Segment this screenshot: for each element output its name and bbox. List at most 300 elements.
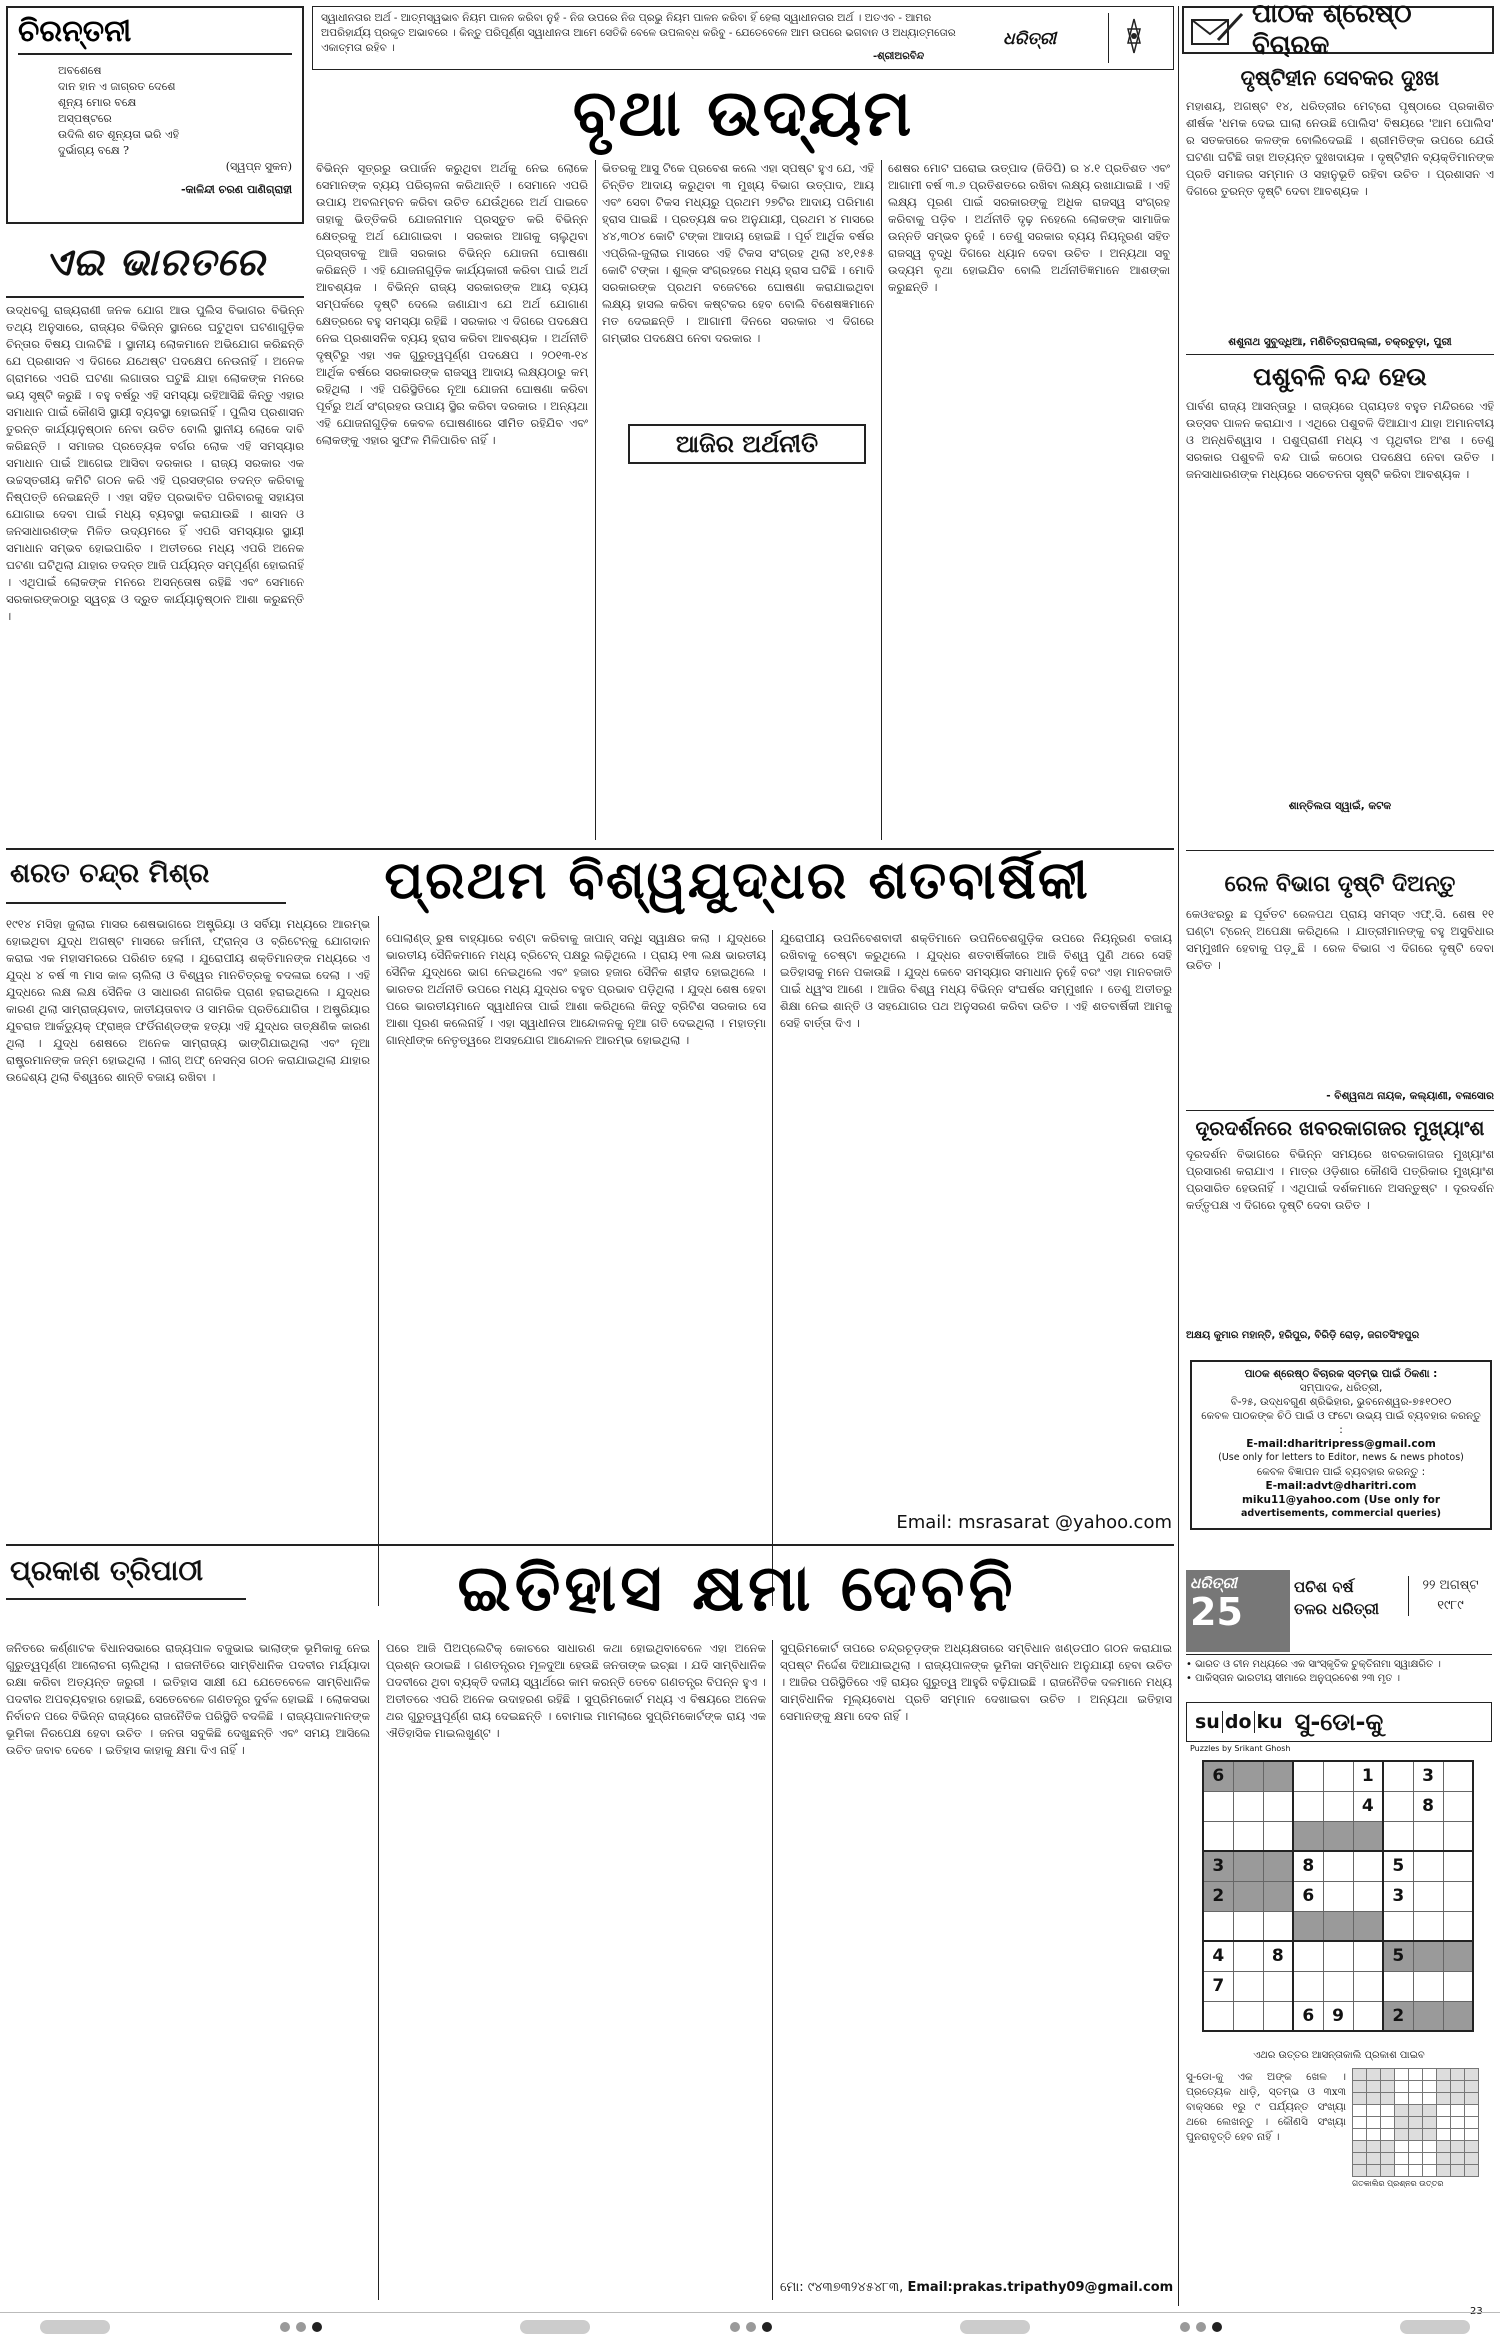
sudoku-row	[1203, 1971, 1473, 2001]
editorial-headline: ବୃଥା ଉଦ୍ୟମ	[572, 77, 914, 151]
sudoku-cell[interactable]: 2	[1203, 1881, 1233, 1911]
sudoku-solution-cell	[1409, 2141, 1423, 2153]
sudoku-solution-cell	[1395, 2153, 1409, 2165]
sudoku-cell[interactable]	[1443, 2001, 1473, 2031]
sudoku-cell[interactable]	[1443, 1971, 1473, 2001]
editorial-col3: ଶେଷର ମୋଟ ଘରୋଇ ଉତ୍ପାଦ (ଜିଡିପି) ର ୪.୧ ପ୍ରତିଶତ ଏବଂ ଆଗାମୀ ବର୍ଷ ୩.୬ ପ୍ରତିଶତରେ ରଖିବା ଲକ୍ଷ୍ୟ ରଖାଯାଇଛି । ଏହି ଲକ୍ଷ୍ୟ ପୂରଣ ପାଇଁ ସରକାରଙ୍କୁ ଅଧିକ ରାଜସ୍ୱ ସଂଗ୍ରହ କରିବାକୁ ପଡ଼ିବ । ଅର୍ଥନୀତି ଦୃଢ଼ ନହେଲେ ଲୋକଙ୍କ ସାମାଜିକ ଉନ୍ନତି ସମ୍ଭବ ନୁହେଁ । ତେଣୁ ସରକାର ବ୍ୟୟ ନିୟନ୍ତ୍ରଣ ସହିତ ରାଜସ୍ୱ ବୃଦ୍ଧି ଦିଗରେ ଧ୍ୟାନ ଦେବା ଉଚିତ । ଅନ୍ୟଥା ସବୁ ଉଦ୍ୟମ ବୃଥା ହୋଇଯିବ ବୋଲି ଅର୍ଥନୀତିଜ୍ଞମାନେ ଆଶଙ୍କା କରୁଛନ୍ତି ।	[888, 161, 1170, 294]
sudoku-solution-cell	[1381, 2105, 1395, 2117]
sudoku-solution-cell	[1423, 2081, 1437, 2093]
sudoku-cell[interactable]	[1203, 1791, 1233, 1821]
divider	[595, 160, 596, 840]
sudoku-cell[interactable]: 3	[1383, 1881, 1413, 1911]
sudoku-cell[interactable]	[1443, 1761, 1473, 1791]
anniversary-line: ତଳର ଧରିତ୍ରୀ	[1294, 1600, 1379, 1618]
sudoku-cell[interactable]	[1263, 2001, 1293, 2031]
article-contact	[780, 2280, 1172, 2295]
sudoku-cell[interactable]	[1413, 2001, 1443, 2031]
sudoku-cell[interactable]	[1263, 1851, 1293, 1881]
footer-dot	[40, 2320, 110, 2334]
sudoku-cell[interactable]	[1263, 1821, 1293, 1851]
sudoku-solution-cell	[1465, 2153, 1479, 2165]
anniversary-date	[1408, 1576, 1492, 1616]
sudoku-row	[1203, 1881, 1473, 1911]
sudoku-cell[interactable]	[1323, 1941, 1353, 1971]
sudoku-solution-cell	[1395, 2081, 1409, 2093]
divider	[378, 916, 379, 1606]
sudoku-solution-cell	[1423, 2165, 1437, 2177]
sudoku-cell[interactable]	[1233, 1821, 1263, 1851]
sudoku-solution-cell	[1353, 2153, 1367, 2165]
sudoku-solution-cell	[1367, 2117, 1381, 2129]
sudoku-cell[interactable]	[1233, 1851, 1263, 1881]
sudoku-cell[interactable]	[1293, 1971, 1323, 2001]
sudoku-solution-cell	[1423, 2117, 1437, 2129]
sudoku-cell[interactable]	[1203, 1821, 1233, 1851]
article-col3: ସୁପ୍ରିମକୋର୍ଟ ତାପରେ ଚନ୍ଦ୍ରଚୂଡ଼ଙ୍କ ଅଧ୍ୟକ୍ଷତାରେ ସମ୍ବିଧାନ ଖଣ୍ଡପୀଠ ଗଠନ କରାଯାଇ ସ୍ପଷ୍ଟ ନିର୍ଦ୍ଦେଶ ଦିଆଯାଇଥିଲା । ରାଜ୍ୟପାଳଙ୍କ ଭୂମିକା ସମ୍ବିଧାନ ଅନୁଯାୟୀ ହେବା ଉଚିତ । ଆଜିର ପରିସ୍ଥିତିରେ ଏହି ରାୟର ଗୁରୁତ୍ୱ ଆହୁରି ବଢ଼ିଯାଇଛି । ରାଜନୈତିକ ଦଳମାନେ ମଧ୍ୟ ସାମ୍ବିଧାନିକ ମୂଲ୍ୟବୋଧ ପ୍ରତି ସମ୍ମାନ ଦେଖାଇବା ଉଚିତ । ଅନ୍ୟଥା ଇତିହାସ ସେମାନଙ୍କୁ କ୍ଷମା ଦେବ ନାହିଁ ।	[780, 1641, 1172, 1723]
sudoku-cell[interactable]	[1443, 1911, 1473, 1941]
sudoku-odia-title: ସୁ-ଡୋ-କୁ	[1294, 1708, 1384, 1736]
sudoku-cell[interactable]	[1203, 1911, 1233, 1941]
sudoku-solution-cell	[1381, 2141, 1395, 2153]
editorial-subhead-text: ଆଜିର ଅର୍ଥନୀତି	[675, 430, 819, 458]
footer-dot	[1180, 2322, 1190, 2332]
editorial-col1: ବିଭିନ୍ନ ସୂତ୍ରରୁ ଉପାର୍ଜନ କରୁଥିବା ଅର୍ଥକୁ ନେଇ ଲୋକେ ସେମାନଙ୍କ ବ୍ୟୟ ପରିଚାଳନା କରିଥାନ୍ତି । ସେମାନେ ଏପରି ଉପାୟ ଅବଲମ୍ବନ କରିବା ଉଚିତ ଯେଉଁଥିରେ ଅର୍ଥ ପାଇବେ ତାହାକୁ ଭିତ୍ତିକରି ଯୋଜନାମାନ ପ୍ରସ୍ତୁତ କରି ବିଭିନ୍ନ କ୍ଷେତ୍ରକୁ ଅର୍ଥ ଯୋଗାଇବା । ସରକାର ଆଗକୁ ଚାଲୁଥିବା ପ୍ରସ୍ତାବକୁ ଆଜି ସରକାର ବିଭିନ୍ନ ଯୋଜନା ଘୋଷଣା କରିଛନ୍ତି । ଏହି ଯୋଜନାଗୁଡ଼ିକ କାର୍ଯ୍ୟକାରୀ କରିବା ପାଇଁ ଅର୍ଥ ଆବଶ୍ୟକ । ବିଭିନ୍ନ ରାଜ୍ୟ ସରକାରଙ୍କ ଆୟ ବ୍ୟୟ ସମ୍ପର୍କରେ ଦୃଷ୍ଟି ଦେଲେ ଜଣାଯାଏ ଯେ ଅର୍ଥ ଯୋଗାଣ କ୍ଷେତ୍ରରେ ବହୁ ସମସ୍ୟା ରହିଛି । ସରକାର ଏ ଦିଗରେ ପଦକ୍ଷେପ ନେଇ ପ୍ରଶାସନିକ ବ୍ୟୟ ହ୍ରାସ କରିବା ଆବଶ୍ୟକ । ଅର୍ଥନୀତି ଦୃଷ୍ଟିରୁ ଏହା ଏକ ଗୁରୁତ୍ୱପୂର୍ଣ୍ଣ ପଦକ୍ଷେପ । ୨୦୧୩-୧୪ ଆର୍ଥିକ ବର୍ଷରେ ସରକାରଙ୍କ ରାଜସ୍ୱ ଆଦାୟ ଲକ୍ଷ୍ୟଠାରୁ କମ୍ ରହିଥିଲା । ଏହି ପରିସ୍ଥିତିରେ ନୂଆ ଯୋଜନା ଘୋଷଣା କରିବା ପୂର୍ବରୁ ଅର୍ଥ ସଂଗ୍ରହର ଉପାୟ ସ୍ଥିର କରିବା ଦରକାର । ଅନ୍ୟଥା ଏହି ଯୋଜନାଗୁଡ଼ିକ କେବଳ ଘୋଷଣାରେ ସୀମିତ ରହିଯିବ ଏବଂ ଲୋକଙ୍କୁ ଏହାର ସୁଫଳ ମିଳିପାରିବ ନାହିଁ ।	[316, 161, 588, 447]
divider	[378, 1640, 379, 2300]
sudoku-solution-cell	[1367, 2153, 1381, 2165]
sudoku-prev-caption: ଗତକାଲିର ପ୍ରଶ୍ନର ଉତ୍ତର	[1352, 2179, 1444, 2188]
sudoku-cell[interactable]: 4	[1353, 1791, 1383, 1821]
sudoku-cell[interactable]	[1443, 1791, 1473, 1821]
sudoku-solution-cell	[1451, 2129, 1465, 2141]
divider	[1178, 6, 1179, 2306]
article-byline: ଶରତ ଚନ୍ଦ୍ର ମିଶ୍ର	[10, 858, 210, 889]
sudoku-cell[interactable]	[1353, 1941, 1383, 1971]
sudoku-solution-cell	[1381, 2093, 1395, 2105]
sudoku-solution-cell	[1353, 2165, 1367, 2177]
article-email[interactable]: Email: msrasarat @yahoo.com	[896, 1512, 1172, 1533]
footer-dot	[520, 2320, 590, 2334]
contact-line: ସମ୍ପାଦକ, ଧରିତ୍ରୀ,	[1299, 1382, 1383, 1394]
sudoku-solution-cell	[1395, 2093, 1409, 2105]
divider	[6, 1598, 246, 1600]
sudoku-solution-cell	[1423, 2141, 1437, 2153]
footer-dot	[960, 2320, 1030, 2334]
sudoku-solution-cell	[1395, 2117, 1409, 2129]
sudoku-solution-cell	[1451, 2165, 1465, 2177]
poem-author: -କାଳିନ୍ଦୀ ଚରଣ ପାଣିଗ୍ରାହୀ	[180, 183, 292, 196]
sudoku-solution-cell	[1451, 2117, 1465, 2129]
sudoku-cell[interactable]	[1233, 1761, 1263, 1791]
sudoku-solution-cell	[1395, 2129, 1409, 2141]
letter-text: ମହାଶୟ, ଅଗଷ୍ଟ ୧୪, ଧରିତ୍ରୀର ମେଟ୍ରୋ ପୃଷ୍ଠାରେ ପ୍ରକାଶିତ ଶୀର୍ଷକ 'ଧମକ ଦେଇ ଘାଲା ନେଉଛି ପୋଲିସ' ବିଷୟରେ 'ଆମ ପୋଲିସ' ର ସତକତାରେ କଳଙ୍କ ବୋଲିଦେଇଛି । ଶ୍ରୀମତିଙ୍କ ଉପରେ ଯେଉଁ ଘଟଣା ଘଟିଛି ତାହା ଅତ୍ୟନ୍ତ ଦୁଃଖଦାୟକ । ଦୃଷ୍ଟିହୀନ ବ୍ୟକ୍ତିମାନଙ୍କ ପ୍ରତି ସମାଜର ସମ୍ମାନ ଓ ସହାନୁଭୂତି ରହିବା ଉଚିତ । ପ୍ରଶାସନ ଏ ଦିଗରେ ତୁରନ୍ତ ଦୃଷ୍ଟି ଦେବା ଆବଶ୍ୟକ ।	[1186, 99, 1494, 198]
quote-box	[312, 6, 1174, 70]
letter-text: ଦୂରଦର୍ଶନ ବିଭାଗରେ ବିଭିନ୍ନ ସମୟରେ ଖବରକାଗଜର ମୁଖ୍ୟାଂଶ ପ୍ରସାରଣ କରାଯାଏ । ମାତ୍ର ଓଡ଼ିଶାର କୌଣସି ପତ୍ରିକାର ମୁଖ୍ୟାଂଶ ପ୍ରସାରିତ ହେଉନାହିଁ । ଏଥିପାଇଁ ଦର୍ଶକମାନେ ଅସନ୍ତୁଷ୍ଟ । ଦୂରଦର୍ଶନ କର୍ତ୍ତୃପକ୍ଷ ଏ ଦିଗରେ ଦୃଷ୍ଟି ଦେବା ଉଚିତ ।	[1186, 1147, 1494, 1212]
sudoku-cell[interactable]	[1293, 1911, 1323, 1941]
sudoku-solution-cell	[1367, 2105, 1381, 2117]
article-col3: ଯୁରୋପୀୟ ଉପନିବେଶବାଦୀ ଶକ୍ତିମାନେ ଉପନିବେଶଗୁଡ଼ିକ ଉପରେ ନିୟନ୍ତ୍ରଣ ବଜାୟ ରଖିବାକୁ ଚେଷ୍ଟା କରୁଥିଲେ । ଯୁଦ୍ଧର ଶତବାର୍ଷିକୀରେ ଆଜି ବିଶ୍ୱ ପୁଣି ଥରେ ସେହି ଇତିହାସକୁ ମନେ ପକାଉଛି । ଯୁଦ୍ଧ କେବେ ସମସ୍ୟାର ସମାଧାନ ନୁହେଁ ବରଂ ଏହା ମାନବଜାତି ପାଇଁ ଧ୍ୱଂସ ଆଣେ । ଆଜିର ବିଶ୍ୱ ମଧ୍ୟ ବିଭିନ୍ନ ସଂଘର୍ଷର ସମ୍ମୁଖୀନ । ତେଣୁ ଅତୀତରୁ ଶିକ୍ଷା ନେଇ ଶାନ୍ତି ଓ ସହଯୋଗର ପଥ ଅନୁସରଣ କରିବା ଉଚିତ । ଏହି ଶତବାର୍ଷିକୀ ଆମକୁ ସେହି ବାର୍ତ୍ତା ଦିଏ ।	[780, 931, 1172, 1030]
sudoku-cell[interactable]	[1413, 1851, 1443, 1881]
anniversary-title	[1294, 1576, 1402, 1620]
sudoku-row	[1203, 2001, 1473, 2031]
sudoku-solution-cell	[1353, 2129, 1367, 2141]
envelope-pen-icon	[1188, 10, 1244, 50]
sudoku-solution-cell	[1423, 2093, 1437, 2105]
sudoku-cell[interactable]	[1353, 2001, 1383, 2031]
sudoku-cell[interactable]	[1383, 1971, 1413, 2001]
sudoku-cell[interactable]	[1323, 1881, 1353, 1911]
divider	[6, 296, 304, 298]
sudoku-cell[interactable]	[1293, 1821, 1323, 1851]
sudoku-row	[1203, 1761, 1473, 1791]
sudoku-solution-cell	[1353, 2069, 1367, 2081]
anniversary-box	[1186, 1570, 1492, 1690]
sudoku-cell[interactable]	[1353, 1851, 1383, 1881]
article-headline: ଇତିହାସ କ୍ଷମା ଦେବନି	[457, 1552, 1017, 1626]
sudoku-howto: ସୁ-ଡୋ-କୁ ଏକ ଅଙ୍କ ଖେଳ । ପ୍ରତ୍ୟେକ ଧାଡ଼ି, ସ୍ତମ୍ଭ ଓ ୩x୩ ବାକ୍ସରେ ୧ରୁ ୯ ପର୍ଯ୍ୟନ୍ତ ସଂଖ୍ୟା ଥରେ ଲେଖନ୍ତୁ । କୌଣସି ସଂଖ୍ୟା ପୁନରାବୃତ୍ତି ହେବ ନାହିଁ ।	[1186, 2071, 1346, 2143]
sudoku-cell[interactable]	[1293, 1941, 1323, 1971]
sudoku-cell[interactable]	[1233, 1971, 1263, 2001]
sudoku-solution-cell	[1353, 2141, 1367, 2153]
anniversary-number: 25	[1190, 1590, 1243, 1634]
sudoku-solution-cell	[1353, 2105, 1367, 2117]
anniversary-logo: ଧରିତ୍ରୀ	[1190, 1574, 1237, 1592]
sudoku-solution-cell	[1395, 2069, 1409, 2081]
sudoku-cell[interactable]	[1353, 1911, 1383, 1941]
sudoku-caption: ଏଥର ଉତ୍ତର ଆସନ୍ତାକାଲି ପ୍ରକାଶ ପାଇବ	[1253, 2050, 1425, 2061]
anniversary-date-line: ୧୯୮୯	[1437, 1598, 1464, 1613]
sudoku-solution-cell	[1451, 2141, 1465, 2153]
sudoku-solution-cell	[1437, 2081, 1451, 2093]
sudoku-solution-cell	[1381, 2153, 1395, 2165]
divider	[1186, 1654, 1492, 1655]
divider	[881, 160, 882, 840]
letter-author: - ବିଶ୍ୱନାଥ ନାୟକ, କଲ୍ୟାଣୀ, ବଳାସୋର	[1326, 1090, 1494, 1102]
sudoku-solution-grid	[1352, 2068, 1479, 2177]
poem-title: ଚିରନ୍ତନୀ	[18, 14, 292, 55]
sudoku-grid	[1202, 1760, 1474, 2032]
sudoku-cell[interactable]	[1413, 1971, 1443, 2001]
sudoku-row	[1203, 1911, 1473, 1941]
anniversary-bullet: • ପାକିସ୍ତାନ ଭାରତୀୟ ସୀମାରେ ଅନୁପ୍ରବେଶ ୨୩ ମୃତ ।	[1186, 1673, 1401, 1684]
sudoku-solution-row	[1353, 2081, 1479, 2093]
sudoku-cell[interactable]	[1443, 1941, 1473, 1971]
sudoku-solution-row	[1353, 2129, 1479, 2141]
sudoku-cell[interactable]	[1353, 1821, 1383, 1851]
sudoku-solution-cell	[1465, 2141, 1479, 2153]
letters-header	[1182, 0, 1494, 60]
sudoku-cell[interactable]: 6	[1293, 2001, 1323, 2031]
sudoku-cell[interactable]	[1233, 1881, 1263, 1911]
editorial-col2: ଭିତରକୁ ଆସୁ ଟିକେ ପ୍ରବେଶ କଲେ ଏହା ସ୍ପଷ୍ଟ ହୁଏ ଯେ, ଏହି ଚିନ୍ତିତ ଆଦାୟ କରୁଥିବା ୩ ମୁଖ୍ୟ ବିଭାଗ ଉତ୍ପାଦ, ଆୟ ଏବଂ ସେବା ଟିକସ ମଧ୍ୟରୁ ପ୍ରଥମ ୨୭ଟିର ଆଦାୟ ପରିମାଣ ହ୍ରାସ ପାଇଛି । ପ୍ରତ୍ୟକ୍ଷ କର ଅନୁଯାୟୀ, ପ୍ରଥମ ୪ ମାସରେ ୪୪,୩୦୪ କୋଟି ଟଙ୍କା ଆଦାୟ ହୋଇଛି । ପୂର୍ବ ଆର୍ଥିକ ବର୍ଷର ଏପ୍ରିଲ-ଜୁଲାଇ ମାସରେ ଏହି ଟିକସ ସଂଗ୍ରହ ଥିଲା ୪୧,୧୫୫ କୋଟି ଟଙ୍କା । ଶୁଳ୍କ ସଂଗ୍ରହରେ ମଧ୍ୟ ହ୍ରାସ ଘଟିଛି । ମୋଦି ସରକାରଙ୍କ ପ୍ରଥମ ବଜେଟରେ ଘୋଷଣା କରାଯାଇଥିବା ଲକ୍ଷ୍ୟ ହାସଲ କରିବା କଷ୍ଟକର ହେବ ବୋଲି ବିଶେଷଜ୍ଞମାନେ ମତ ଦେଇଛନ୍ତି । ଆଗାମୀ ଦିନରେ ସରକାର ଏ ଦିଗରେ ଗମ୍ଭୀର ପଦକ୍ଷେପ ନେବା ଦରକାର ।	[602, 161, 874, 345]
footer-decoration	[0, 2316, 1500, 2338]
poem-line: ଦାନ ହାନ ଏ ଜାଗ୍ରତ ଦେଶେ	[58, 80, 176, 93]
footer-dot	[730, 2322, 740, 2332]
sudoku-solution-cell	[1381, 2165, 1395, 2177]
article-email[interactable]: Email:prakas.tripathy09@gmail.com	[907, 2280, 1174, 2295]
sudoku-cell[interactable]	[1353, 1971, 1383, 2001]
sudoku-cell[interactable]: 6	[1293, 1881, 1323, 1911]
sudoku-cell[interactable]	[1413, 1881, 1443, 1911]
sudoku-cell[interactable]	[1383, 1791, 1413, 1821]
footer-dot	[1400, 2320, 1470, 2334]
poem-line: ଦୁର୍ଭାଗ୍ୟ ବକ୍ଷେ ?	[58, 144, 130, 157]
article-col1: ଜନିତରେ କର୍ଣ୍ଣାଟକ ବିଧାନସଭାରେ ରାଜ୍ୟପାଳ ବଜୁଭାଇ ଭାଲାଙ୍କ ଭୂମିକାକୁ ନେଇ ଗୁରୁତ୍ୱପୂର୍ଣ୍ଣ ଆଲୋଚନା ଚାଲିଥିଲା । ରାଜନୀତିରେ ସାମ୍ବିଧାନିକ ପଦବୀର ମର୍ଯ୍ୟାଦା ରକ୍ଷା କରିବା ଅତ୍ୟନ୍ତ ଜରୁରୀ । ଇତିହାସ ସାକ୍ଷୀ ଯେ ଯେତେବେଳେ ସାମ୍ବିଧାନିକ ପଦବୀର ଅପବ୍ୟବହାର ହୋଇଛି, ସେତେବେଳେ ଗଣତନ୍ତ୍ର ଦୁର୍ବଳ ହୋଇଛି । ଲୋକସଭା ନିର୍ବାଚନ ପରେ ବିଭିନ୍ନ ରାଜ୍ୟରେ ରାଜନୈତିକ ପରିସ୍ଥିତି ବଦଳିଛି । ରାଜ୍ୟପାଳମାନଙ୍କ ଭୂମିକା ନିରପେକ୍ଷ ହେବା ଉଚିତ । ଜନତା ସବୁକିଛି ଦେଖୁଛନ୍ତି ଏବଂ ସମୟ ଆସିଲେ ଉଚିତ ଜବାବ ଦେବେ । ଇତିହାସ କାହାକୁ କ୍ଷମା ଦିଏ ନାହିଁ ।	[6, 1641, 370, 1757]
sudoku-solution-cell	[1395, 2105, 1409, 2117]
sudoku-cell[interactable]	[1263, 1791, 1293, 1821]
contact-line: କେବଳ ବିଜ୍ଞାପନ ପାଇଁ ବ୍ୟବହାର କରନ୍ତୁ :	[1256, 1466, 1426, 1478]
sudoku-solution-row	[1353, 2069, 1479, 2081]
ajibharat-title: ଏଇ ଭାରତରେ	[44, 239, 266, 284]
letter-title: ରେଳ ବିଭାଗ ଦୃଷ୍ଟି ଦିଅନ୍ତୁ	[1224, 872, 1456, 897]
sudoku-solution-row	[1353, 2165, 1479, 2177]
sudoku-cell[interactable]	[1233, 1941, 1263, 1971]
poem-line: ଶୂନ୍ୟ ମୋର ବକ୍ଷେ	[58, 96, 137, 109]
sudoku-solution-cell	[1367, 2093, 1381, 2105]
ajibharat-banner	[6, 232, 304, 292]
sudoku-cell[interactable]	[1383, 1821, 1413, 1851]
sudoku-brand-part: do	[1222, 1711, 1255, 1733]
sudoku-cell[interactable]: 9	[1323, 2001, 1353, 2031]
sudoku-board	[1202, 1760, 1474, 2032]
sudoku-cell[interactable]	[1233, 1791, 1263, 1821]
article-byline: ପ୍ରକାଶ ତ୍ରିପାଠୀ	[10, 1554, 204, 1587]
sudoku-solution-cell	[1395, 2141, 1409, 2153]
poem-line: ଅବଶେଷେ	[58, 64, 102, 77]
sudoku-solution-cell	[1367, 2129, 1381, 2141]
sudoku-cell[interactable]: 2	[1383, 2001, 1413, 2031]
sudoku-prev-solution	[1352, 2068, 1479, 2189]
sudoku-solution-cell	[1465, 2165, 1479, 2177]
anniversary-line: ପଚିଶ ବର୍ଷ	[1294, 1578, 1354, 1596]
article-headline: ପ୍ରଥମ ବିଶ୍ୱଯୁଦ୍ଧର ଶତବାର୍ଷିକୀ	[384, 851, 1090, 911]
sudoku-solution-cell	[1437, 2069, 1451, 2081]
sudoku-row	[1203, 1821, 1473, 1851]
dharitri-logo: ଧରିତ୍ରୀ	[1003, 29, 1057, 49]
sudoku-solution-cell	[1367, 2069, 1381, 2081]
sudoku-credit: Puzzles by Srikant Ghosh	[1190, 1744, 1291, 1753]
letter-author: ଶଶୁନାଥ ସୁବୁଦ୍ଧିଆ, ମଣିଚିତ୍ରାପଲ୍ଲୀ, ଚକ୍ରଚୁଡ଼ା, ପୁରୀ	[1228, 336, 1452, 348]
sudoku-solution-cell	[1451, 2153, 1465, 2165]
contact-line: କେବଳ ପାଠକଙ୍କ ଚିଠି ପାଇଁ ଓ ଫଟୋ ଉଭ୍ୟ ପାଇଁ ବ୍ୟବହାର କରନ୍ତୁ :	[1201, 1410, 1481, 1436]
sudoku-cell[interactable]	[1323, 1761, 1353, 1791]
star-emblem-icon	[1108, 13, 1158, 63]
letter-author: ଅକ୍ଷୟ କୁମାର ମହାନ୍ତି, ହରିପୁର, ବିରିଡ଼ି ରୋଡ଼, ଜଗତସିଂହପୁର	[1186, 1330, 1420, 1341]
poem-line: ଉଦିଲି ଶତ ଶୂନ୍ୟତା ଭରି ଏହି	[58, 128, 180, 141]
sudoku-solution-cell	[1353, 2117, 1367, 2129]
sudoku-cell[interactable]: 4	[1203, 1941, 1233, 1971]
letter-title: ଦୂରଦର୍ଶନରେ ଖବରକାଗଜର ମୁଖ୍ୟାଂଶ	[1195, 1116, 1485, 1140]
sudoku-brand-part: ku	[1256, 1711, 1283, 1733]
sudoku-cell[interactable]	[1263, 1881, 1293, 1911]
sudoku-solution-cell	[1381, 2069, 1395, 2081]
sudoku-solution-row	[1353, 2153, 1479, 2165]
sudoku-solution-row	[1353, 2105, 1479, 2117]
footer-dot	[296, 2322, 306, 2332]
divider	[1186, 1110, 1494, 1111]
sudoku-solution-row	[1353, 2141, 1479, 2153]
quote-text: ସ୍ୱାଧୀନତାର ଅର୍ଥ - ଆତ୍ମସ୍ୱଭାବ ନିୟମ ପାଳନ କରିବା ନୁହଁ - ନିଜ ଉପରେ ନିଜ ପ୍ରଭୁ ନିୟମ ପାଳନ କରିବା ହିଁ ହେଲା ସ୍ୱାଧୀନତାର ଅର୍ଥ । ଅତଏବ - ଆମର ଅପରିହାର୍ଯ୍ୟ ପ୍ରକୃତ ଅଭାବରେ । କିନ୍ତୁ ପରିପୂର୍ଣ୍ଣ ସ୍ୱାଧୀନତା ଆମେ ସେତିକି ବେଳେ ଉପଲବ୍ଧ କରିବୁ - ଯେତେବେଳେ ଆମ ଉପରେ ଭଗବାନ ଓ ଅଧ୍ୟାତ୍ମତୋର ଏକାତ୍ମତା ରହିବ ।	[321, 12, 956, 54]
sudoku-cell[interactable]: 8	[1263, 1941, 1293, 1971]
sudoku-solution-cell	[1451, 2105, 1465, 2117]
contact-note: advertisements, commercial queries)	[1241, 1508, 1441, 1519]
article-col2: ପରେ ଆଜି ପିଅପ୍‌ଲେଟିକ୍ କୋଚରେ ସାଧାରଣ କଥା ହୋଇଥିବାବେଳେ ଏହା ଅନେକ ପ୍ରଶ୍ନ ଉଠାଇଛି । ଗଣତନ୍ତ୍ରର ମୂଳଦୁଆ ହେଉଛି ଜନତାଙ୍କ ଇଚ୍ଛା । ଯଦି ସାମ୍ବିଧାନିକ ପଦବୀରେ ଥିବା ବ୍ୟକ୍ତି ଦଳୀୟ ସ୍ୱାର୍ଥରେ କାମ କରନ୍ତି ତେବେ ଗଣତନ୍ତ୍ର ବିପନ୍ନ ହୁଏ । ଅତୀତରେ ଏପରି ଅନେକ ଉଦାହରଣ ରହିଛି । ସୁପ୍ରିମକୋର୍ଟ ମଧ୍ୟ ଏ ବିଷୟରେ ଅନେକ ଥର ଗୁରୁତ୍ୱପୂର୍ଣ୍ଣ ରାୟ ଦେଇଛନ୍ତି । ବୋମାଇ ମାମଲାରେ ସୁପ୍ରିମକୋର୍ଟଙ୍କ ରାୟ ଏକ ଐତିହାସିକ ମାଇଲଖୁଣ୍ଟ ।	[386, 1641, 766, 1740]
sudoku-row	[1203, 1791, 1473, 1821]
anniversary-bullets	[1186, 1658, 1492, 1686]
sudoku-solution-cell	[1353, 2081, 1367, 2093]
anniversary-bullet-text: ଭାରତ ଓ ଚୀନ ମଧ୍ୟରେ ଏକ ସାଂସ୍କୃତିକ ଚୁକ୍ତିନାମା ସ୍ୱାକ୍ଷରିତ ।	[1195, 1659, 1441, 1670]
sudoku-cell[interactable]	[1263, 1971, 1293, 2001]
sudoku-solution-cell	[1437, 2129, 1451, 2141]
sudoku-solution-cell	[1451, 2093, 1465, 2105]
sudoku-solution-cell	[1381, 2117, 1395, 2129]
sudoku-solution-cell	[1409, 2093, 1423, 2105]
sudoku-solution-cell	[1409, 2081, 1423, 2093]
sudoku-solution-cell	[1367, 2141, 1381, 2153]
sudoku-row	[1203, 1851, 1473, 1881]
sudoku-solution-cell	[1465, 2105, 1479, 2117]
sudoku-cell[interactable]: 3	[1413, 1761, 1443, 1791]
poem-box	[6, 6, 304, 224]
letter-title: ପଶୁବଳି ବନ୍ଦ ହେଉ	[1253, 362, 1427, 391]
sudoku-cell[interactable]	[1413, 1911, 1443, 1941]
sudoku-header	[1186, 1702, 1492, 1742]
sudoku-cell[interactable]	[1233, 1911, 1263, 1941]
article-col2: ପୋଲାଣ୍ଡ୍ ରୁଷ ବାହ୍ୟାରେ ବଣ୍ଟା କରିବାକୁ ଜାପାନ୍ ସନ୍ଧି ସ୍ୱାକ୍ଷର କଲା । ଯୁଦ୍ଧରେ ଭାରତୀୟ ସୈନିକମାନେ ମଧ୍ୟ ବ୍ରିଟେନ୍ ପକ୍ଷରୁ ଲଢ଼ିଥିଲେ । ପ୍ରାୟ ୧୩ ଲକ୍ଷ ଭାରତୀୟ ସୈନିକ ଯୁଦ୍ଧରେ ଭାଗ ନେଇଥିଲେ ଏବଂ ହଜାର ହଜାର ସୈନିକ ଶହୀଦ ହୋଇଥିଲେ । ଭାରତର ଅର୍ଥନୀତି ଉପରେ ମଧ୍ୟ ଯୁଦ୍ଧର ବହୁତ ପ୍ରଭାବ ପଡ଼ିଥିଲା । ଯୁଦ୍ଧ ଶେଷ ହେବା ପରେ ଭାରତୀୟମାନେ ସ୍ୱାଧୀନତା ପାଇଁ ଆଶା କରିଥିଲେ କିନ୍ତୁ ବ୍ରିଟିଶ ସରକାର ସେ ଆଶା ପୂରଣ କଲେନାହିଁ । ଏହା ସ୍ୱାଧୀନତା ଆନ୍ଦୋଳନକୁ ନୂଆ ଗତି ଦେଇଥିଲା । ମହାତ୍ମା ଗାନ୍ଧୀଙ୍କ ନେତୃତ୍ୱରେ ଅସହଯୋଗ ଆନ୍ଦୋଳନ ଆରମ୍ଭ ହୋଇଥିଲା ।	[386, 931, 766, 1047]
contact-box	[1190, 1360, 1492, 1530]
sudoku-cell[interactable]: 7	[1203, 1971, 1233, 2001]
sudoku-cell[interactable]	[1323, 1851, 1353, 1881]
letters-header-title: ପାଠକ ଶ୍ରେଷ୍ଠ ବିଚାରକ	[1252, 0, 1412, 60]
sudoku-cell[interactable]: 5	[1383, 1851, 1413, 1881]
poem-lines	[18, 63, 292, 175]
sudoku-cell[interactable]: 8	[1293, 1851, 1323, 1881]
sudoku-row	[1203, 1941, 1473, 1971]
sudoku-solution-cell	[1465, 2093, 1479, 2105]
sudoku-cell[interactable]	[1383, 1761, 1413, 1791]
sudoku-cell[interactable]	[1293, 1791, 1323, 1821]
divider	[1186, 354, 1494, 355]
article-phone: ମୋ: ୯୪୩୭୩୨୪୫୪୮୩,	[780, 2280, 904, 2295]
sudoku-solution-cell	[1409, 2117, 1423, 2129]
sudoku-solution-cell	[1437, 2105, 1451, 2117]
letter-text: ପାର୍ବଣ ରାଜ୍ୟ ଆସନ୍ତାରୁ । ରାଜ୍ୟରେ ପ୍ରାୟତଃ ବହୁତ ମନ୍ଦିରରେ ଏହି ଉତ୍ସବ ପାଳନ କରାଯାଏ । ଏଥିରେ ପଶୁବଳି ଦିଆଯାଏ ଯାହା ଅମାନବୀୟ ଓ ଅନ୍ଧବିଶ୍ୱାସ । ପଶୁପ୍ରାଣୀ ମଧ୍ୟ ଏ ପୃଥିବୀର ଅଂଶ । ତେଣୁ ସରକାର ପଶୁବଳି ବନ୍ଦ ପାଇଁ କଠୋର ପଦକ୍ଷେପ ନେବା ଉଚିତ । ଜନସାଧାରଣଙ୍କ ମଧ୍ୟରେ ସଚେତନତା ସୃଷ୍ଟି କରିବା ଆବଶ୍ୟକ ।	[1186, 399, 1494, 481]
sudoku-solution-cell	[1465, 2069, 1479, 2081]
sudoku-cell[interactable]	[1323, 1911, 1353, 1941]
sudoku-solution-cell	[1465, 2129, 1479, 2141]
sudoku-cell[interactable]	[1323, 1791, 1353, 1821]
sudoku-solution-cell	[1437, 2153, 1451, 2165]
sudoku-solution-cell	[1423, 2153, 1437, 2165]
contact-email[interactable]: E-mail:dharitripress@gmail.com	[1246, 1438, 1436, 1450]
sudoku-cell[interactable]	[1443, 1851, 1473, 1881]
sudoku-solution-cell	[1409, 2129, 1423, 2141]
sudoku-solution-row	[1353, 2093, 1479, 2105]
sudoku-solution-cell	[1353, 2093, 1367, 2105]
sudoku-solution-cell	[1423, 2129, 1437, 2141]
sudoku-solution-cell	[1381, 2129, 1395, 2141]
footer-dot	[312, 2322, 322, 2332]
sudoku-cell[interactable]: 5	[1383, 1941, 1413, 1971]
anniversary-bullet: • ଭାରତ ଓ ଚୀନ ମଧ୍ୟରେ ଏକ ସାଂସ୍କୃତିକ ଚୁକ୍ତିନାମା ସ୍ୱାକ୍ଷରିତ ।	[1186, 1659, 1441, 1670]
sudoku-solution-cell	[1437, 2117, 1451, 2129]
sudoku-solution-cell	[1367, 2081, 1381, 2093]
contact-email[interactable]: miku11@yahoo.com (Use only for	[1241, 1494, 1441, 1506]
sudoku-solution-cell	[1367, 2165, 1381, 2177]
anniversary-date-line: ୨୨ ଅଗଷ୍ଟ	[1422, 1578, 1479, 1593]
poem-line: ଅସ୍ପଷ୍ଟରେ	[58, 112, 112, 125]
anniversary-badge	[1186, 1570, 1290, 1652]
sudoku-solution-cell	[1465, 2117, 1479, 2129]
sudoku-solution-row	[1353, 2117, 1479, 2129]
sudoku-cell[interactable]	[1203, 2001, 1233, 2031]
sudoku-cell[interactable]	[1263, 1911, 1293, 1941]
sudoku-cell[interactable]: 8	[1413, 1791, 1443, 1821]
sudoku-cell[interactable]	[1353, 1881, 1383, 1911]
contact-line: ବି-୨୫, ଉଦ୍ଧବଗୁଣ ଶ୍ରିଭିହାର, ଭୁବନେଶ୍ୱର-୭୫୧୦୧୦	[1230, 1396, 1452, 1408]
sudoku-cell[interactable]	[1263, 1761, 1293, 1791]
sudoku-solution-cell	[1437, 2165, 1451, 2177]
divider	[6, 902, 286, 904]
sudoku-solution-cell	[1409, 2105, 1423, 2117]
sudoku-cell[interactable]	[1323, 1971, 1353, 2001]
divider	[1186, 850, 1494, 851]
letter-title: ଦୃଷ୍ଟିହୀନ ସେବକର ଦୁଃଖ	[1240, 66, 1440, 90]
sudoku-solution-cell	[1465, 2081, 1479, 2093]
divider	[772, 930, 773, 1606]
sudoku-cell[interactable]: 1	[1353, 1761, 1383, 1791]
poem-line: (ସ୍ୱପ୍ନ ସୁକନ)	[225, 160, 292, 173]
letter-author: ଶାନ୍ତିଲତା ସ୍ୱାଇଁ, କଟକ	[1288, 800, 1392, 812]
sudoku-solution-cell	[1409, 2153, 1423, 2165]
sudoku-cell[interactable]: 6	[1203, 1761, 1233, 1791]
sudoku-cell[interactable]	[1323, 1821, 1353, 1851]
sudoku-solution-cell	[1437, 2141, 1451, 2153]
contact-email[interactable]: E-mail:advt@dharitri.com	[1265, 1480, 1417, 1492]
quote-author: -ଶ୍ରୀଅରବିନ୍ଦ	[873, 51, 925, 62]
divider	[0, 2312, 1500, 2313]
sudoku-brand	[1193, 1711, 1285, 1733]
contact-note: (Use only for letters to Editor, news & news photos)	[1218, 1452, 1464, 1463]
anniversary-bullet-text: ପାକିସ୍ତାନ ଭାରତୀୟ ସୀମାରେ ଅନୁପ୍ରବେଶ ୨୩ ମୃତ ।	[1195, 1673, 1401, 1684]
sudoku-solution-cell	[1423, 2105, 1437, 2117]
sudoku-cell[interactable]	[1233, 2001, 1263, 2031]
sudoku-solution-cell	[1409, 2165, 1423, 2177]
sudoku-solution-cell	[1381, 2081, 1395, 2093]
footer-dot	[1196, 2322, 1206, 2332]
sudoku-cell[interactable]	[1293, 1761, 1323, 1791]
sudoku-solution-cell	[1395, 2165, 1409, 2177]
sudoku-cell[interactable]: 3	[1203, 1851, 1233, 1881]
sudoku-cell[interactable]	[1413, 1941, 1443, 1971]
sudoku-solution-cell	[1451, 2069, 1465, 2081]
sudoku-cell[interactable]	[1443, 1881, 1473, 1911]
sudoku-cell[interactable]	[1383, 1911, 1413, 1941]
divider	[772, 1640, 773, 2300]
sudoku-solution-cell	[1451, 2081, 1465, 2093]
sudoku-solution-cell	[1423, 2069, 1437, 2081]
footer-dot	[746, 2322, 756, 2332]
footer-dot	[280, 2322, 290, 2332]
sudoku-solution-cell	[1409, 2069, 1423, 2081]
letter-text: କେଓଝରରୁ ଛ ପୂର୍ବତଟ ରେଳପଥ ପ୍ରାୟ ସମସ୍ତ ଏଫ୍.ସି. ଶେଷ ୧୧ ଘଣ୍ଟା ଟ୍ରେନ୍ ଅପେକ୍ଷା କରିଥିଲେ । ଯାତ୍ରୀମାନଙ୍କୁ ବହୁ ଅସୁବିଧାର ସମ୍ମୁଖୀନ ହେବାକୁ ପଡ଼ୁଛି । ରେଳ ବିଭାଗ ଏ ଦିଗରେ ଦୃଷ୍ଟି ଦେବା ଉଚିତ ।	[1186, 907, 1494, 972]
sudoku-cell[interactable]	[1413, 1821, 1443, 1851]
sudoku-brand-part: su	[1195, 1711, 1220, 1733]
sudoku-cell[interactable]	[1443, 1821, 1473, 1851]
contact-line: ପାଠକ ଶ୍ରେଷ୍ଠ ବିଚାରକ ସ୍ତମ୍ଭ ପାଇଁ ଠିକଣା :	[1244, 1368, 1438, 1380]
footer-dot	[762, 2322, 772, 2332]
editorial-subhead	[628, 424, 866, 464]
left-column-text: ଉଦ୍ଧବଗୁ ରାଜ୍ୟରାଣୀ ଜନକ ଯୋଗ ଆଉ ପୁଲିସ ବିଭାଗର ବିଭିନ୍ନ ତଥ୍ୟ ଅନୁସାରେ, ରାଜ୍ୟର ବିଭିନ୍ନ ସ୍ଥାନରେ ଘଟୁଥିବା ଘଟଣାଗୁଡ଼ିକ ଚିନ୍ତାର ବିଷୟ ପାଲଟିଛି । ସ୍ଥାନୀୟ ଲୋକମାନେ ଅଭିଯୋଗ କରିଛନ୍ତି ଯେ ପ୍ରଶାସନ ଏ ଦିଗରେ ଯଥେଷ୍ଟ ପଦକ୍ଷେପ ନେଉନାହିଁ । ଅନେକ ଗ୍ରାମରେ ଏପରି ଘଟଣା ଲଗାତାର ଘଟୁଛି ଯାହା ଲୋକଙ୍କ ମନରେ ଭୟ ସୃଷ୍ଟି କରୁଛି । ବହୁ ବର୍ଷରୁ ଏହି ସମସ୍ୟା ରହିଆସିଛି କିନ୍ତୁ ଏହାର ସମାଧାନ ପାଇଁ କୌଣସି ସ୍ଥାୟୀ ବ୍ୟବସ୍ଥା ହୋଇନାହିଁ । ପୁଲିସ ପ୍ରଶାସନ ତୁରନ୍ତ କାର୍ଯ୍ୟାନୁଷ୍ଠାନ ନେବା ଉଚିତ ବୋଲି ସ୍ଥାନୀୟ ଲୋକେ ଦାବି କରିଛନ୍ତି । ସମାଜର ପ୍ରତ୍ୟେକ ବର୍ଗର ଲୋକ ଏହି ସମସ୍ୟାର ସମାଧାନ ପାଇଁ ଆଗେଇ ଆସିବା ଦରକାର । ରାଜ୍ୟ ସରକାର ଏକ ଉଚ୍ଚସ୍ତରୀୟ କମିଟି ଗଠନ କରି ଏହି ପ୍ରସଙ୍ଗର ତଦନ୍ତ କରିବାକୁ ନିଷ୍ପତ୍ତି ନେଇଛନ୍ତି । ଏହା ସହିତ ପ୍ରଭାବିତ ପରିବାରକୁ ସହାୟତା ଯୋଗାଇ ଦେବା ପାଇଁ ମଧ୍ୟ ବ୍ୟବସ୍ଥା କରାଯାଉଛି । ଶାସନ ଓ ଜନସାଧାରଣଙ୍କ ମିଳିତ ଉଦ୍ୟମରେ ହିଁ ଏପରି ସମସ୍ୟାର ସ୍ଥାୟୀ ସମାଧାନ ସମ୍ଭବ ହୋଇପାରିବ । ଅତୀତରେ ମଧ୍ୟ ଏପରି ଅନେକ ଘଟଣା ଘଟିଥିଲା ଯାହାର ତଦନ୍ତ ଆଜି ପର୍ଯ୍ୟନ୍ତ ସମ୍ପୂର୍ଣ୍ଣ ହୋଇନାହିଁ । ଏଥିପାଇଁ ଲୋକଙ୍କ ମନରେ ଅସନ୍ତୋଷ ରହିଛି ଏବଂ ସେମାନେ ସରକାରଙ୍କଠାରୁ ସ୍ୱଚ୍ଛ ଓ ଦ୍ରୁତ କାର୍ଯ୍ୟାନୁଷ୍ଠାନ ଆଶା କରୁଛନ୍ତି ।	[6, 303, 304, 623]
